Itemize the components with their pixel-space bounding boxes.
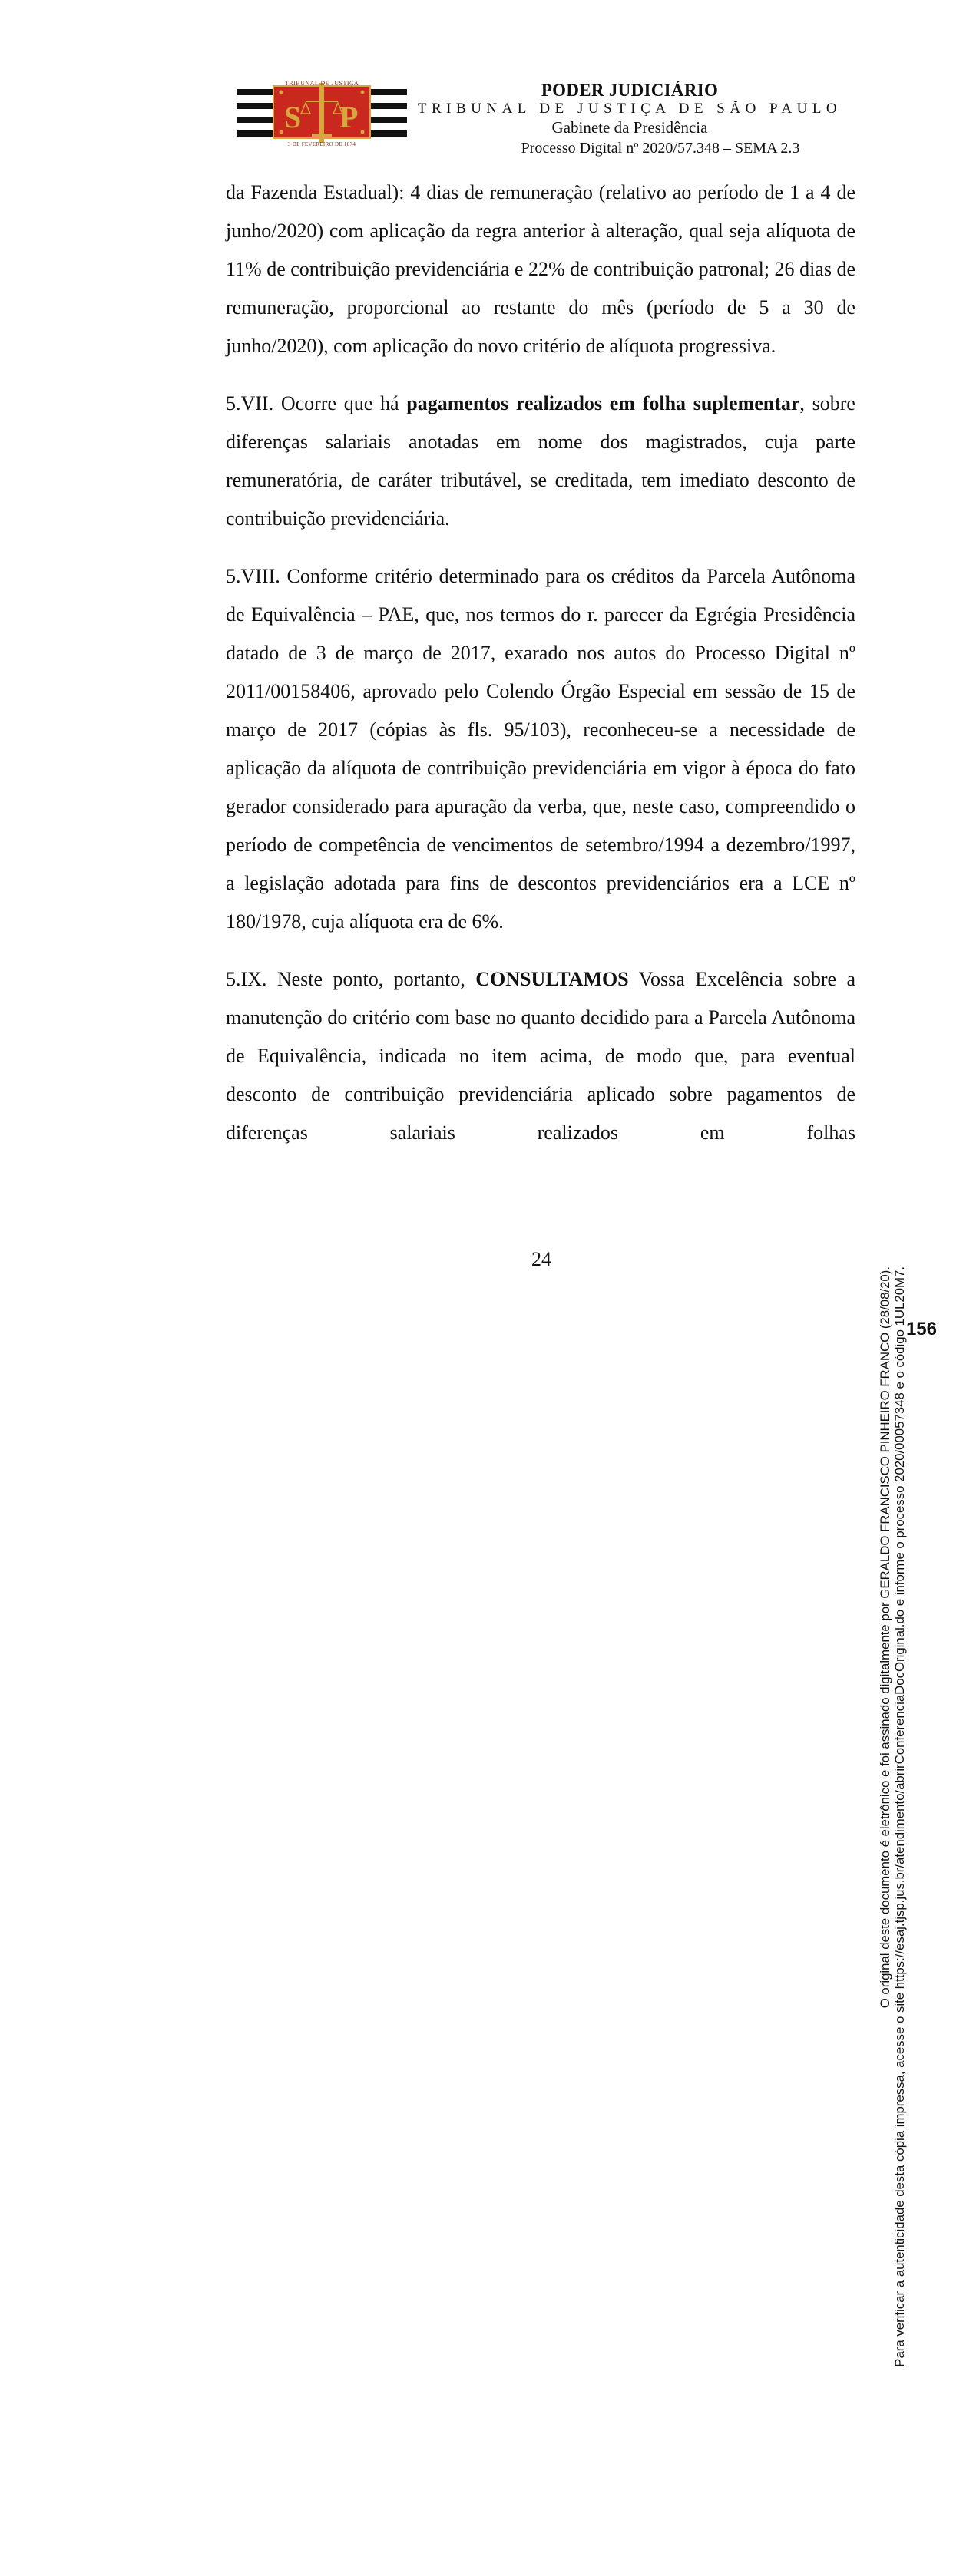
paragraph-5-vii xyxy=(226,385,855,538)
letterhead-title: PODER JUDICIÁRIO xyxy=(541,81,719,100)
sheet-number: 156 xyxy=(905,1319,937,1339)
paragraph-text: , sobre diferenças salariais anotadas em nome dos magistrados, cuja parte remuneratória, de caráter tributável, se creditada, tem imediato desconto de contribuição previdenciária. xyxy=(226,392,855,530)
seal-letter-p: P xyxy=(339,100,359,134)
letterhead-office: Gabinete da Presidência xyxy=(551,118,708,137)
letterhead xyxy=(415,80,845,159)
bold-emphasis: pagamentos realizados em folha suplementar xyxy=(406,392,800,414)
paragraph-text: 5.VII. Ocorre que há xyxy=(226,392,407,414)
seal-bottom-text: 3 DE FEVEREIRO DE 1874 xyxy=(287,141,356,147)
page-number: 24 xyxy=(531,1248,551,1270)
seal-top-text: TRIBUNAL DE JUSTIÇA xyxy=(284,80,359,87)
signature-note-line-2: Para verificar a autenticidade desta cópia impressa, acesse o site https://esaj.tjsp.jus.br/atendimento/abrirConferenciaDocOriginal.do e informe o processo 2020/00057348 e o código 1UL20M7. xyxy=(892,1267,907,2367)
seal-letter-s: S xyxy=(284,100,302,134)
signature-note-line-1: O original deste documento é eletrônico e foi assinado digitalmente por GERALDO FRANCISCO PINHEIRO FRANCO (28/08/20). xyxy=(878,1267,892,2009)
seal-shield-icon xyxy=(237,80,407,150)
paragraph-5-ix xyxy=(226,960,855,1152)
paragraph-text: 5.IX. Neste ponto, portanto, xyxy=(226,968,476,990)
document-body xyxy=(226,173,855,1171)
paragraph-5-viii: 5.VIII. Conforme critério determinado para os créditos da Parcela Autônoma de Equivalência – PAE, que, nos termos do r. parecer da Egrégia Presidência datado de 3 de março de 2017, exarado nos autos do Processo Digital nº 2011/00158406, aprovado pelo Colendo Órgão Especial em sessão de 15 de março de 2017 (cópias às fls. 95/103), reconheceu-se a necessidade de aplicação da alíquota de contribuição previdenciária em vigor à época do fato gerador considerado para apuração da verba, que, neste caso, compreendido o período de competência de vencimentos de setembro/1994 a dezembro/1997, a legislação adotada para fins de descontos previdenciários era a LCE nº 180/1978, cuja alíquota era de 6%. xyxy=(226,565,855,933)
bold-emphasis: CONSULTAMOS xyxy=(475,968,629,990)
letterhead-process-number: Processo Digital nº 2020/57.348 – SEMA 2.3 xyxy=(521,140,800,157)
paragraph-continuation: da Fazenda Estadual): 4 dias de remuneração (relativo ao período de 1 a 4 de junho/2020) com aplicação da regra anterior à alteração, qual seja alíquota de 11% de contribuição previdenciária e 22% de contribuição patronal; 26 dias de remuneração, proporcional ao restante do mês (período de 5 a 30 de junho/2020), com aplicação do novo critério de alíquota progressiva. xyxy=(226,181,855,357)
letterhead-court: TRIBUNAL DE JUSTIÇA DE SÃO PAULO xyxy=(417,101,842,117)
court-seal-logo xyxy=(237,80,407,150)
paragraph-text: Vossa Excelência sobre a manutenção do critério com base no quanto decidido para a Parcela Autônoma de Equivalência, indicada no item acima, de modo que, para eventual desconto de contribuição previdenciária aplicado sobre pagamentos de diferenças salariais realizados em folhas xyxy=(226,968,855,1144)
